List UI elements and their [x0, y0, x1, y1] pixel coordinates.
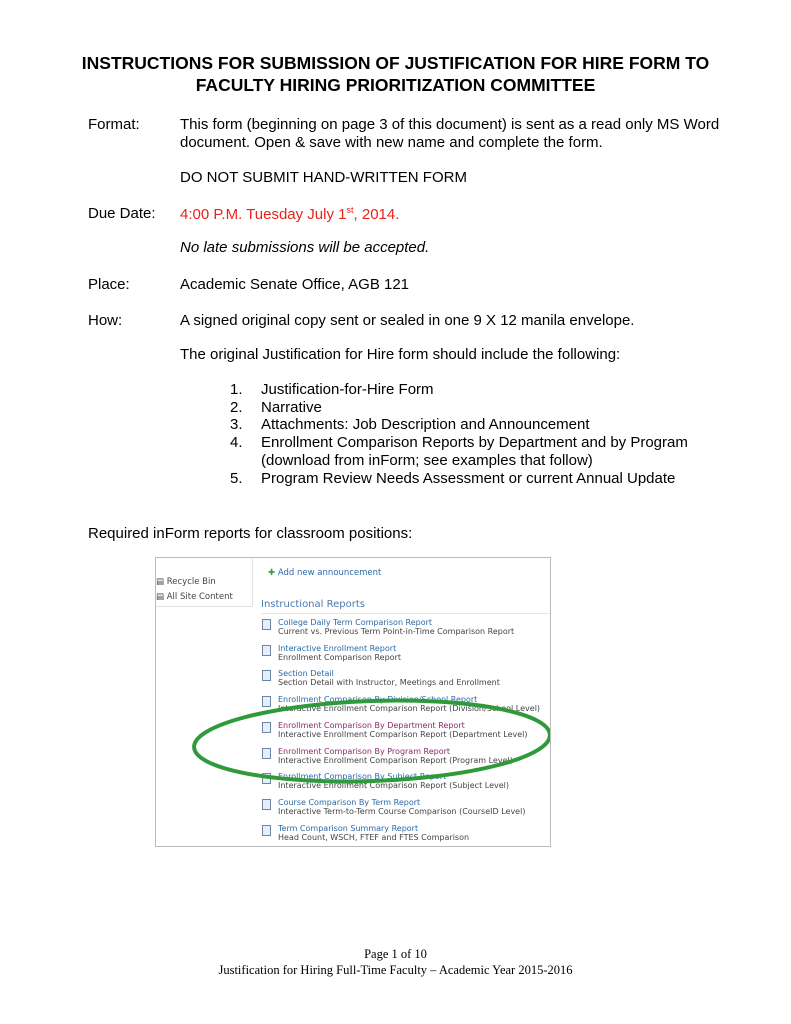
list-item: Enrollment Comparison Reports by Department and by Program	[261, 434, 688, 451]
list-item: Attachments: Job Description and Announcement	[261, 416, 590, 433]
report-title: Course Comparison By Term Report	[278, 797, 421, 807]
due-date-text: 4:00 P.M. Tuesday July 1	[180, 206, 347, 223]
due-label: Due Date:	[88, 205, 156, 222]
list-number: 2.	[230, 399, 243, 416]
format-warning: DO NOT SUBMIT HAND-WRITTEN FORM	[180, 169, 467, 186]
list-number: 1.	[230, 381, 243, 398]
all-site-content-link: ▤ All Site Content	[156, 592, 233, 602]
report-title: Term Comparison Summary Report	[278, 823, 419, 833]
title-line-2: FACULTY HIRING PRIORITIZATION COMMITTEE	[195, 75, 596, 95]
format-line-1: This form (beginning on page 3 of this document) is sent as a read only MS Word	[180, 116, 720, 133]
plus-icon: ✚	[268, 568, 276, 578]
report-description: Interactive Enrollment Comparison Report (Subject Level)	[278, 781, 509, 791]
late-note: No late submissions will be accepted.	[180, 239, 430, 256]
report-description: Enrollment Comparison Report	[278, 652, 402, 662]
due-date-year: , 2014.	[353, 206, 400, 223]
list-number: 5.	[230, 470, 243, 487]
report-description: Head Count, WSCH, FTEF and FTES Comparison	[278, 832, 470, 842]
title-line-1: INSTRUCTIONS FOR SUBMISSION OF JUSTIFICATION FOR HIRE FORM TO	[81, 53, 710, 73]
report-title: Interactive Enrollment Report	[278, 643, 397, 653]
place-text: Academic Senate Office, AGB 121	[180, 276, 410, 293]
report-title: Enrollment Comparison By Department Report	[278, 720, 465, 730]
how-intro: The original Justification for Hire form should include the following:	[180, 346, 621, 363]
all-site-content-label: All Site Content	[166, 592, 233, 602]
green-circle-annotation	[156, 558, 550, 846]
report-title: Enrollment Comparison By Program Report	[278, 746, 451, 756]
report-description: Interactive Term-to-Term Course Comparison (CourseID Level)	[278, 806, 526, 816]
report-description: Section Detail with Instructor, Meetings and Enrollment	[278, 678, 500, 688]
list-number: 3.	[230, 416, 243, 433]
footer-title: Justification for Hiring Full-Time Faculty – Academic Year 2015-2016	[218, 963, 573, 977]
footer-page-number: Page 1 of 10	[364, 947, 427, 961]
how-text: A signed original copy sent or sealed in one 9 X 12 manila envelope.	[180, 312, 635, 329]
add-announcement-label: Add new announcement	[277, 568, 382, 578]
inform-screenshot	[155, 557, 551, 847]
recycle-bin-link: ▤ Recycle Bin	[156, 577, 216, 587]
how-label: How:	[88, 312, 123, 329]
list-item: Narrative	[261, 399, 322, 416]
report-description: Interactive Enrollment Comparison Report (Program Level)	[278, 755, 513, 765]
format-line-2: document. Open & save with new name and complete the form.	[180, 134, 603, 151]
list-number: 4.	[230, 434, 243, 451]
report-title: Enrollment Comparison By Division/School Report	[278, 695, 478, 705]
report-description: Current vs. Previous Term Point-in-Time Comparison Report	[278, 627, 515, 636]
list-item: Justification-for-Hire Form	[261, 381, 434, 398]
list-item: Program Review Needs Assessment or current Annual Update	[261, 470, 676, 487]
place-label: Place:	[88, 276, 130, 293]
reports-heading: Instructional Reports	[261, 599, 365, 610]
format-label: Format:	[88, 116, 140, 133]
report-title: College Daily Term Comparison Report	[278, 618, 433, 627]
report-description: Interactive Enrollment Comparison Report (Department Level)	[278, 729, 528, 739]
due-date	[180, 205, 399, 223]
list-item-continuation: (download from inForm; see examples that follow)	[261, 452, 593, 469]
recycle-bin-label: Recycle Bin	[166, 577, 216, 587]
required-heading: Required inForm reports for classroom positions:	[88, 525, 413, 542]
report-title: Section Detail	[278, 669, 334, 679]
due-date-sup: st	[346, 205, 354, 215]
report-title: Enrollment Comparison By Subject Report	[278, 772, 447, 782]
report-description: Interactive Enrollment Comparison Report (Division/School Level)	[278, 704, 541, 714]
